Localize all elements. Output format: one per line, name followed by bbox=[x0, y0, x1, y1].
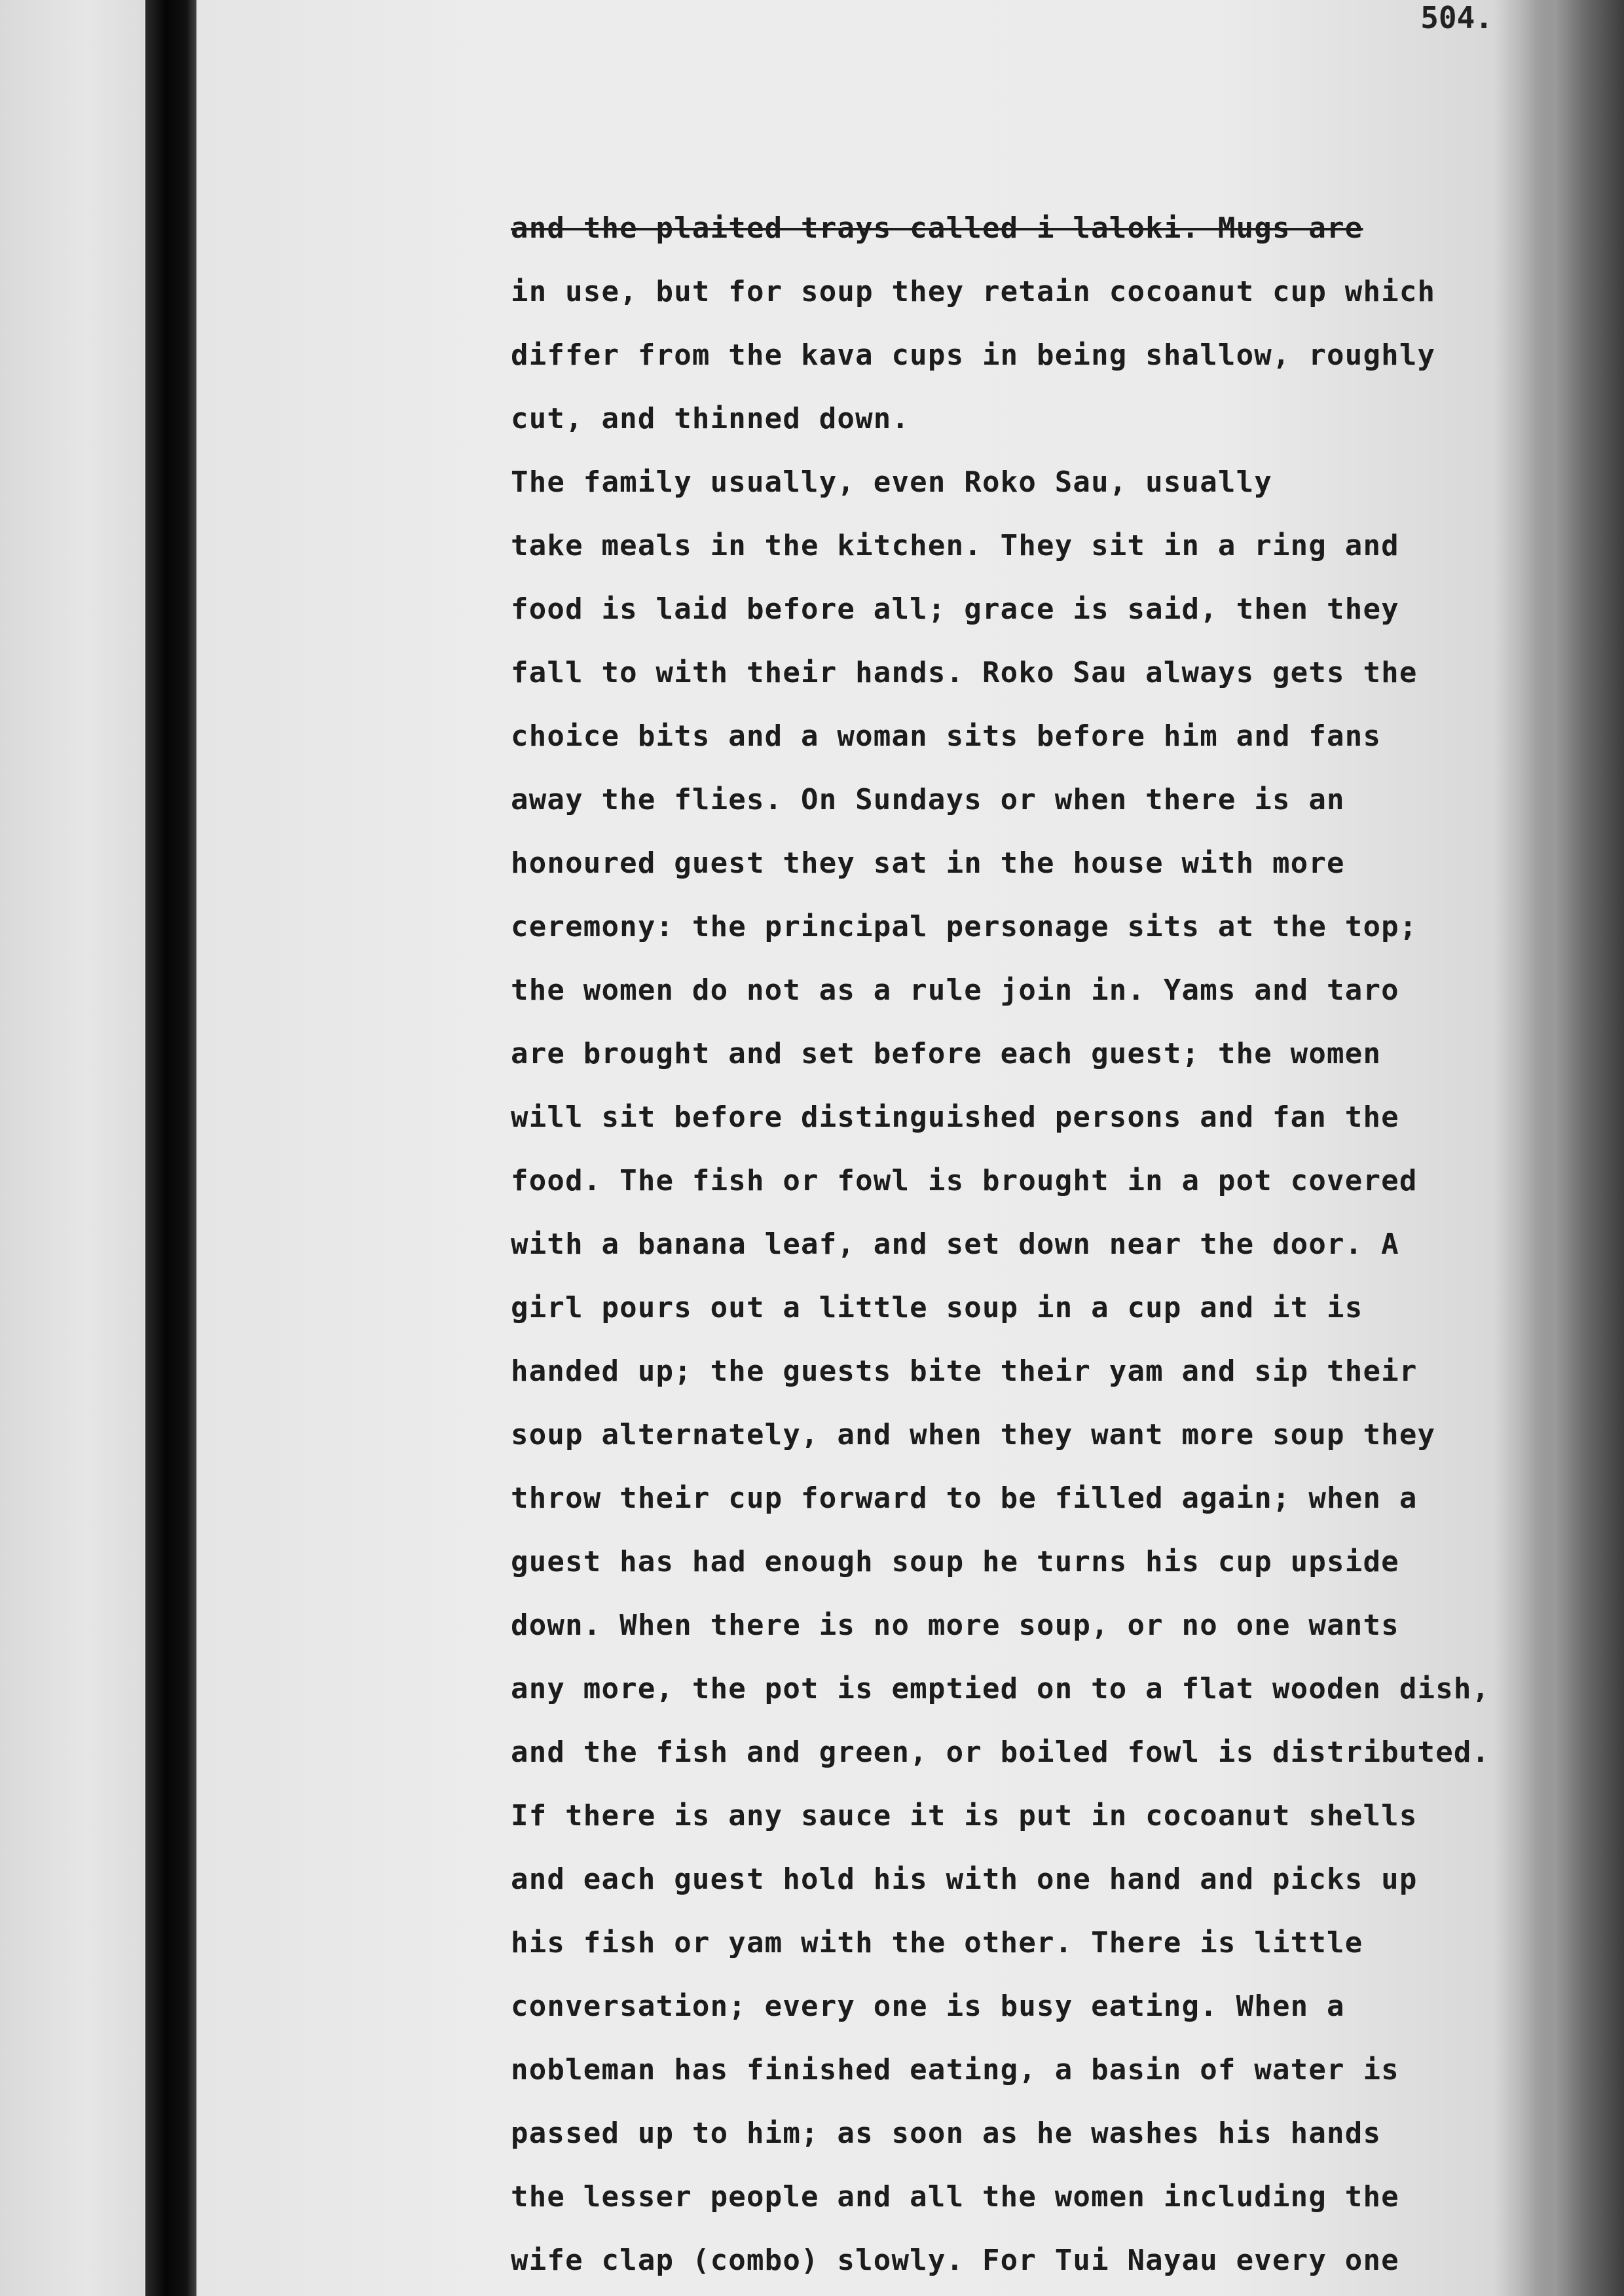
text-line: away the flies. On Sundays or when there is an bbox=[511, 783, 1345, 816]
text-line: and the plaited trays called i laloki. Mugs are bbox=[511, 211, 1363, 245]
text-line: take meals in the kitchen. They sit in a ring and bbox=[511, 529, 1399, 562]
text-line: differ from the kava cups in being shallow, roughly bbox=[511, 338, 1436, 372]
text-line: guest has had enough soup he turns his cup upside bbox=[511, 1545, 1399, 1578]
text-line: handed up; the guests bite their yam and sip their bbox=[511, 1355, 1418, 1388]
text-line: the lesser people and all the women including the bbox=[511, 2180, 1399, 2214]
text-line: will sit before distinguished persons and fan the bbox=[511, 1101, 1399, 1134]
text-line: The family usually, even Roko Sau, usually bbox=[511, 465, 1272, 499]
text-line: cut, and thinned down. bbox=[511, 402, 910, 435]
text-line: food. The fish or fowl is brought in a pot covered bbox=[511, 1164, 1418, 1197]
left-margin bbox=[0, 0, 144, 2296]
text-line: conversation; every one is busy eating. When a bbox=[511, 1990, 1345, 2023]
text-line: honoured guest they sat in the house with more bbox=[511, 847, 1345, 880]
text-line: any more, the pot is emptied on to a flat wooden dish, bbox=[511, 1672, 1490, 1705]
text-line: fall to with their hands. Roko Sau always gets the bbox=[511, 656, 1418, 689]
typed-text-block bbox=[511, 196, 1519, 2292]
text-line: wife clap (combo) slowly. For Tui Nayau every one bbox=[511, 2244, 1399, 2277]
text-line: passed up to him; as soon as he washes his hands bbox=[511, 2117, 1382, 2150]
text-line: his fish or yam with the other. There is little bbox=[511, 1926, 1363, 1959]
text-line: the women do not as a rule join in. Yams and taro bbox=[511, 974, 1399, 1007]
binding-bar bbox=[145, 0, 196, 2296]
text-line: soup alternately, and when they want more soup they bbox=[511, 1418, 1436, 1451]
text-line: with a banana leaf, and set down near the door. A bbox=[511, 1228, 1399, 1261]
page-number: 504. bbox=[1420, 0, 1493, 35]
text-line: in use, but for soup they retain cocoanut cup which bbox=[511, 275, 1436, 308]
text-line: and the fish and green, or boiled fowl is distributed. bbox=[511, 1736, 1490, 1769]
text-line: throw their cup forward to be filled again; when a bbox=[511, 1482, 1418, 1515]
text-line: girl pours out a little soup in a cup and it is bbox=[511, 1291, 1363, 1324]
text-line: If there is any sauce it is put in cocoanut shells bbox=[511, 1799, 1418, 1832]
text-line: and each guest hold his with one hand and picks up bbox=[511, 1863, 1418, 1896]
text-line: ceremony: the principal personage sits at the top; bbox=[511, 910, 1418, 943]
text-line: down. When there is no more soup, or no one wants bbox=[511, 1609, 1399, 1642]
right-page-edge bbox=[1526, 0, 1624, 2296]
text-line: are brought and set before each guest; the women bbox=[511, 1037, 1382, 1070]
text-line: food is laid before all; grace is said, then they bbox=[511, 592, 1399, 626]
text-line: nobleman has finished eating, a basin of water is bbox=[511, 2053, 1399, 2086]
text-line: choice bits and a woman sits before him and fans bbox=[511, 720, 1382, 753]
